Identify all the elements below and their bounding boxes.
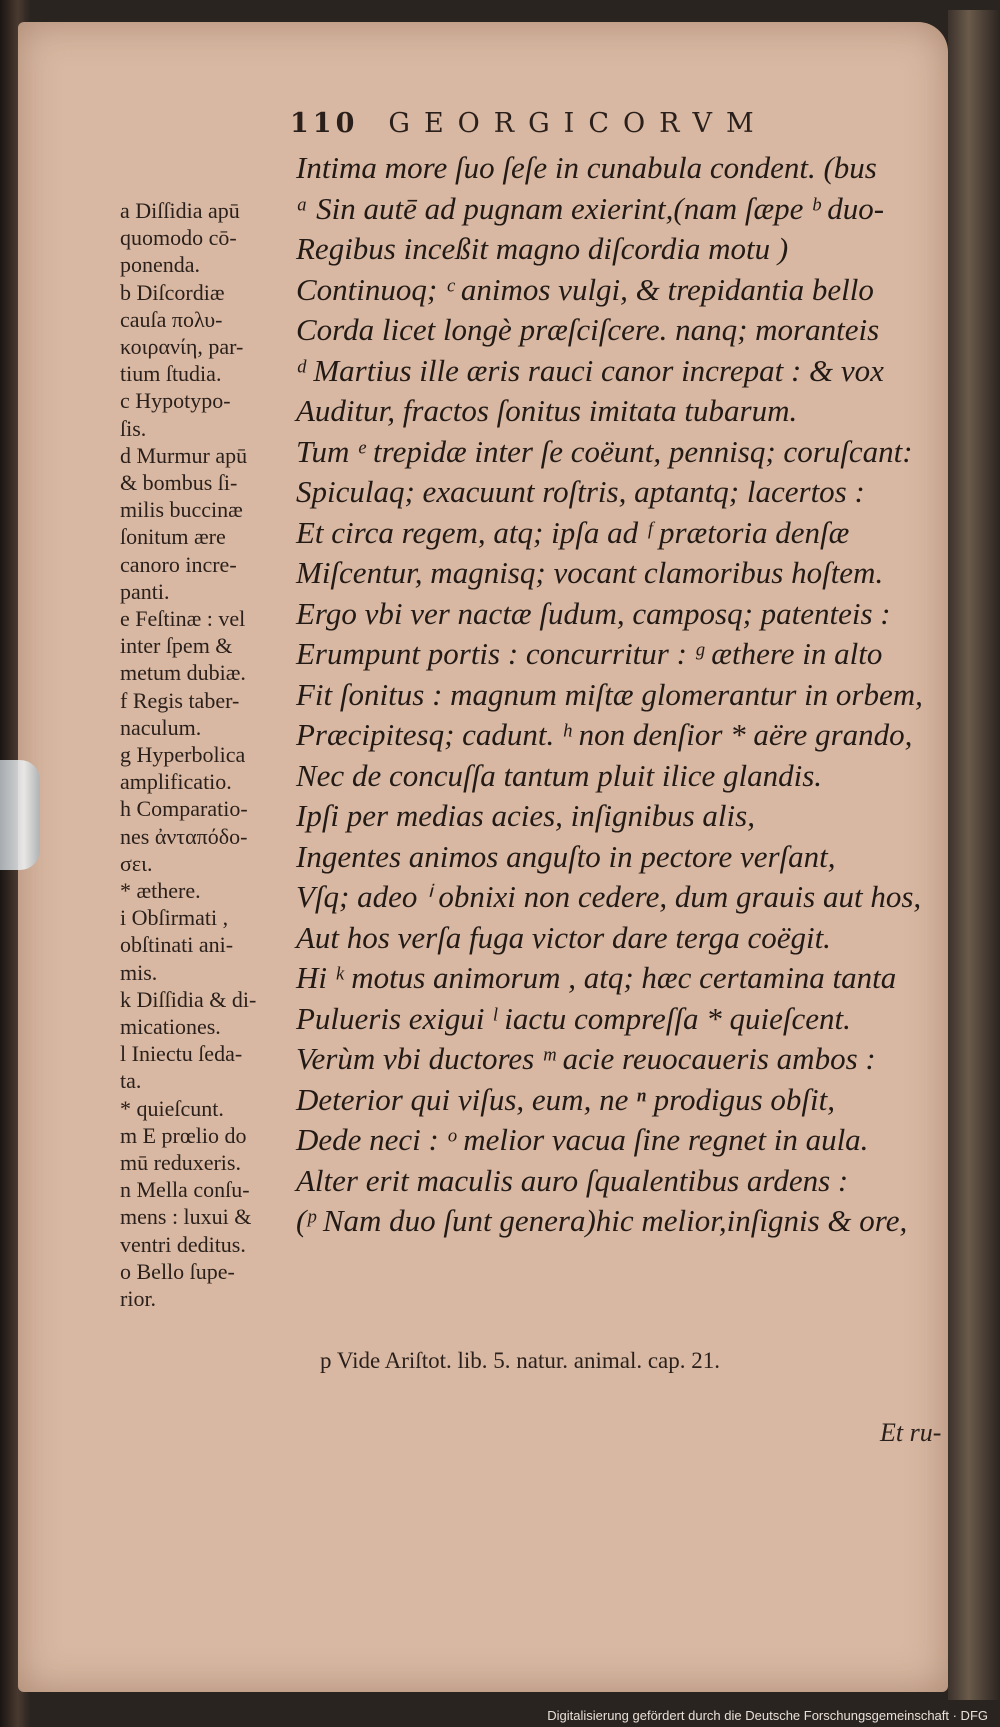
- margin-note-line: mis.: [120, 959, 158, 985]
- running-header: [290, 108, 768, 139]
- margin-note-line: milis buccinæ: [120, 497, 243, 523]
- margin-note-line: inter ſpem &: [120, 633, 233, 659]
- verse-line: Præcipitesq; cadunt. ʰ non denſior * aëre grando,: [296, 717, 913, 752]
- verse-line: Fit ſonitus : magnum miſtæ glomerantur in orbem,: [296, 676, 923, 712]
- margin-note-line: micationes.: [120, 1014, 221, 1039]
- margin-note-line: ſis.: [120, 415, 147, 441]
- margin-note-line: & bombus ſi-: [120, 470, 238, 495]
- margin-note-line: i Obſirmati ,: [120, 905, 229, 931]
- margin-note-line: f Regis taber-: [120, 687, 240, 713]
- margin-note-line: metum dubiæ.: [120, 660, 246, 686]
- verse-line: Spiculaq; exacuunt roſtris, aptantq; lacertos :: [296, 474, 865, 509]
- verse-line: Continuoq; ᶜ animos vulgi, & trepidantia bello: [296, 271, 874, 307]
- margin-note-line: ponenda.: [120, 252, 201, 278]
- footnote: p Vide Ariſtot. lib. 5. natur. animal. cap. 21.: [320, 1348, 720, 1373]
- verse-line: (ᵖ Nam duo ſunt genera)hic melior,inſignis & ore,: [296, 1203, 908, 1238]
- verse-line: Miſcentur, magnisq; vocant clamoribus hoſtem.: [296, 555, 884, 590]
- margin-note-line: obſtinati ani-: [120, 932, 234, 958]
- margin-note-line: b Diſcordiæ: [120, 279, 225, 305]
- verse-line: Ipſi per medias acies, inſignibus alis,: [296, 798, 755, 833]
- margin-note-line: g Hyperbolica: [120, 742, 246, 767]
- verse-line: Erumpunt portis : concurritur : ᵍ æthere in alto: [296, 636, 883, 671]
- verse-line: Auditur, fractos ſonitus imitata tubarum.: [296, 393, 798, 428]
- margin-note-line: h Comparatio-: [120, 796, 248, 822]
- margin-note-line: mū reduxeris.: [120, 1150, 241, 1175]
- verse-line: Alter erit maculis auro ſqualentibus ardens :: [296, 1162, 849, 1198]
- margin-note-line: naculum.: [120, 714, 202, 740]
- margin-note-line: * quieſcunt.: [120, 1095, 224, 1121]
- margin-note-line: cauſa πολυ-: [120, 306, 223, 332]
- catchword: Et ru-: [880, 1418, 942, 1447]
- margin-note-line: mens : luxui &: [120, 1204, 252, 1230]
- margin-note-line: κοιρανίη, par-: [120, 334, 244, 359]
- margin-note-line: canoro incre-: [120, 551, 237, 577]
- digitization-credit: Digitalisierung gefördert durch die Deutsche Forschungsgemeinschaft · DFG: [547, 1708, 988, 1723]
- margin-note-line: m E prœlio do: [120, 1122, 247, 1148]
- margin-note-line: nes ἀνταπόδο-: [120, 823, 248, 849]
- margin-note-line: c Hypotypo-: [120, 388, 231, 414]
- verse-line: Nec de concuſſa tantum pluit ilice glandis.: [296, 757, 823, 793]
- margin-note-line: panti.: [120, 578, 170, 604]
- margin-note-line: a Diſſidia apū: [120, 198, 240, 223]
- page-number: 110: [290, 108, 359, 139]
- verse-line: Deterior qui viſus, eum, ne ⁿ prodigus obſit,: [296, 1081, 836, 1117]
- margin-note-line: k Diſſidia & di-: [120, 986, 257, 1012]
- margin-note-line: amplificatio.: [120, 769, 232, 795]
- verse-line: Hi ᵏ motus animorum , atq; hæc certamina tanta: [296, 960, 897, 995]
- verse-line: Tum ᵉ trepidæ inter ſe coëunt, pennisq; coruſcant:: [296, 433, 913, 469]
- margin-note-line: n Mella conſu-: [120, 1177, 250, 1203]
- verse-line: ᵃ Sin autē ad pugnam exierint,(nam ſæpe ᵇ duo-: [296, 190, 885, 226]
- verse-line: ᵈ Martius ille æris rauci canor increpat : & vox: [296, 352, 884, 388]
- margin-note-line: quomodo cō-: [120, 225, 237, 251]
- margin-note-line: o Bello ſupe-: [120, 1258, 235, 1284]
- margin-note-line: ſonitum ære: [120, 524, 226, 550]
- margin-note-line: tium ſtudia.: [120, 361, 222, 387]
- running-title: GEORGICORVM: [388, 108, 768, 139]
- verse-line: Vſq; adeo ⁱ obnixi non cedere, dum grauis aut hos,: [296, 879, 922, 914]
- verse-line: Corda licet longè præſciſcere. nanq; moranteis: [296, 312, 880, 347]
- verse-line: Verùm vbi ductores ᵐ acie reuocaueris ambos :: [296, 1041, 876, 1076]
- verse-line: Regibus inceßit magno diſcordia motu ): [296, 231, 789, 266]
- verse-line: Ingentes animos anguſto in pectore verſant,: [296, 838, 836, 874]
- margin-note-line: ta.: [120, 1068, 142, 1094]
- verse-line: Pulueris exigui ˡ iactu compreſſa * quieſcent.: [296, 1000, 851, 1036]
- margin-note-line: l Iniectu ſeda-: [120, 1041, 243, 1067]
- margin-note-line: d Murmur apū: [120, 442, 248, 468]
- margin-note-line: ventri deditus.: [120, 1231, 246, 1257]
- margin-note-line: rior.: [120, 1286, 157, 1311]
- margin-note-line: * æthere.: [120, 878, 201, 903]
- verse-line: Dede neci : ᵒ melior vacua ſine regnet in aula.: [296, 1122, 869, 1157]
- margin-note-line: σει.: [120, 850, 153, 876]
- page-clip: [0, 760, 40, 870]
- verse-line: Aut hos verſa fuga victor dare terga coëgit.: [296, 919, 831, 955]
- margin-note-line: e Feſtinæ : vel: [120, 606, 246, 631]
- verse-line: Ergo vbi ver nactæ ſudum, camposq; patenteis :: [296, 595, 891, 631]
- verse-line: Intima more ſuo ſeſe in cunabula condent. (bus: [296, 150, 877, 185]
- verse-line: Et circa regem, atq; ipſa ad ᶠ prætoria denſæ: [296, 514, 850, 550]
